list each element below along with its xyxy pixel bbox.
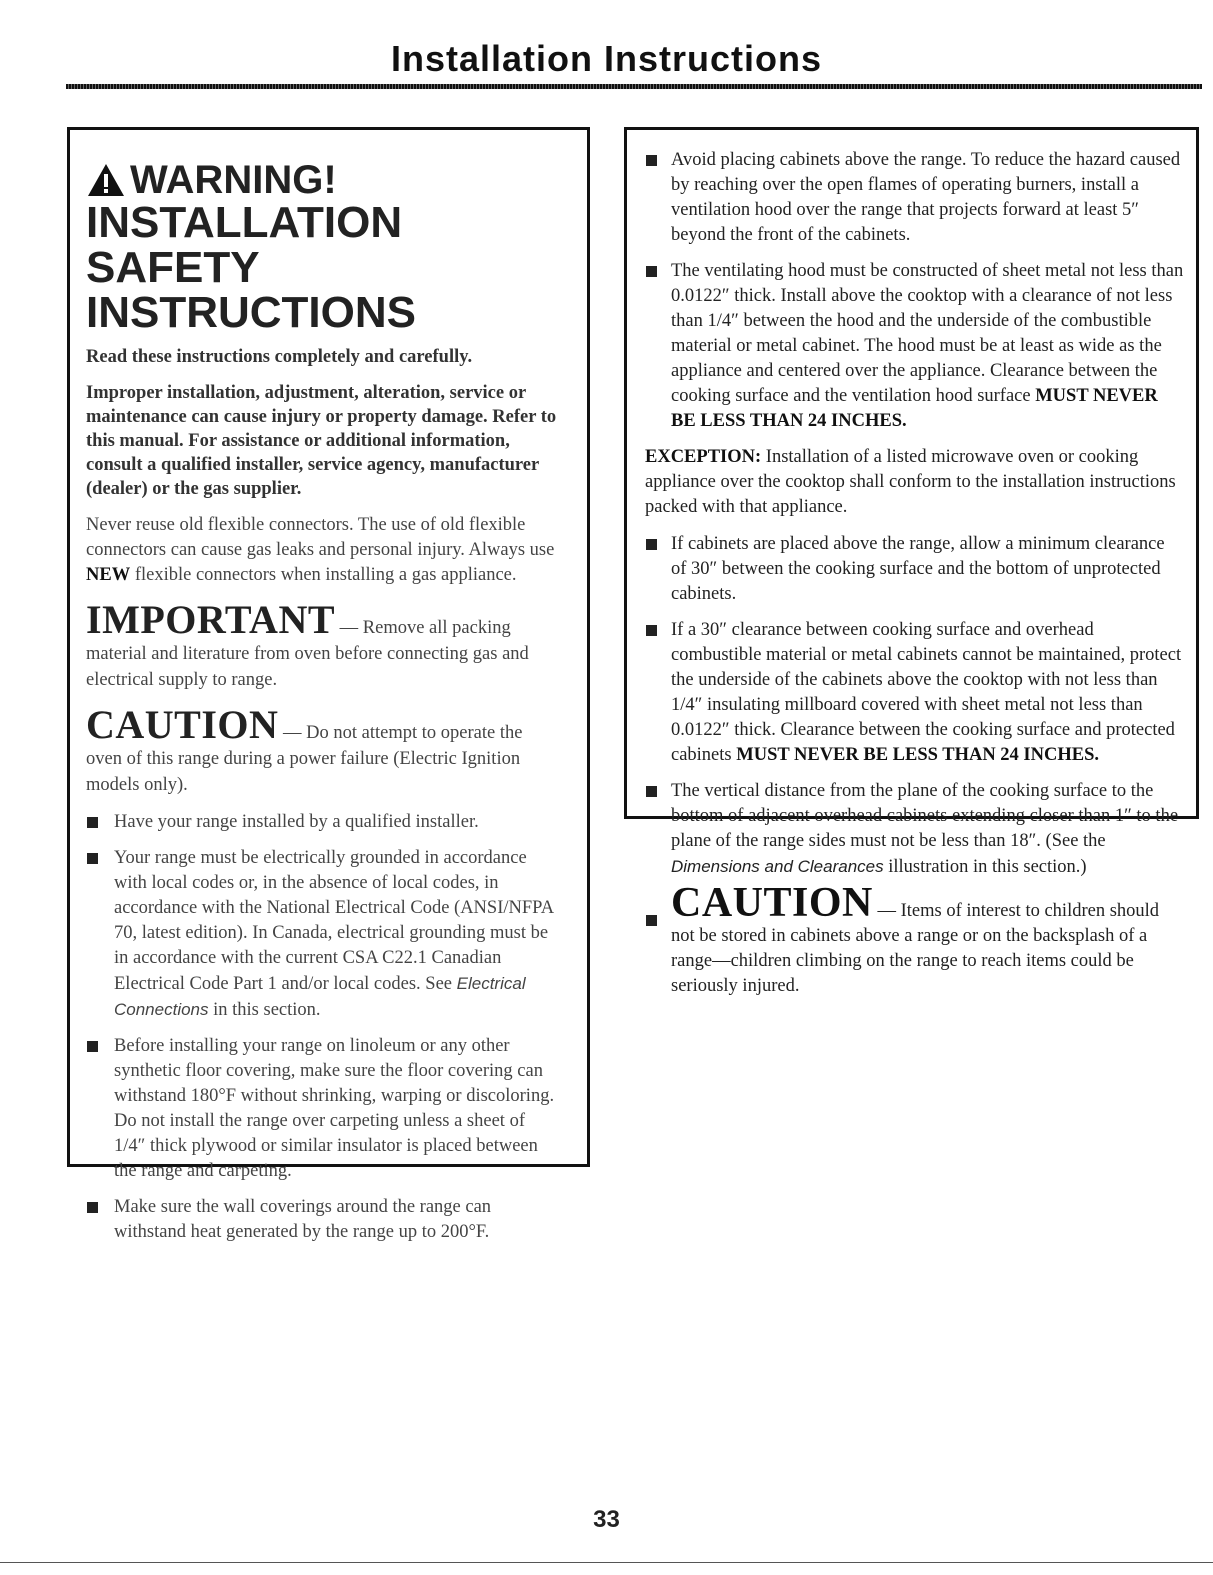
important-notice: IMPORTANT — Remove all packing material and literature from oven before connecting gas and electrical supply to range. [86,597,529,691]
right-bullet-list-2 [645,532,1184,880]
page-title: Installation Instructions [390,38,823,79]
exception-note: EXCEPTION: Installation of a listed microwave oven or cooking appliance over the cooktop shall conform to the installation instructions packed with that appliance. [645,447,1176,517]
bullet-square-icon [646,625,657,636]
bullet-square-icon [646,915,657,926]
list-item: Your range must be electrically grounded in accordance with local codes or, in the absence of local codes, in accordance with the National Electrical Code (ANSI/NFPA 70, latest edition). In Canada, electrical grounding must be in accordance with the current CSA C22.1 Canadian Electrical Code Part 1 and/or local codes. See Electrical Connections in this section. [86,846,559,1023]
right-bullet-list [645,148,1184,434]
list-item: Have your range installed by a qualified installer. [86,810,559,835]
important-label: IMPORTANT [86,597,336,643]
warning-heading [86,160,559,335]
header-rule [66,84,1202,89]
list-item: Make sure the wall coverings around the range can withstand heat generated by the range up to 200°F. [86,1195,559,1245]
warning-title: WARNING! [130,158,337,202]
bullet-square-icon [646,539,657,550]
list-item: Before installing your range on linoleum or any other synthetic floor covering, make sure the floor covering can withstand 180°F without shrinking, warping or discoloring. Do not install the range over carpeting unless a sheet of 1/4″ thick plywood or similar insulator is placed between the range and carpeting. [86,1034,559,1184]
warning-triangle-icon [86,162,126,198]
bullet-square-icon [646,266,657,277]
left-bullet-list [86,810,559,1245]
bullet-square-icon [646,786,657,797]
never-reuse-connectors: Never reuse old flexible connectors. The use of old flexible connectors can cause gas leaks and personal injury. Always use NEW flexible connectors when installing a gas appliance. [86,515,555,586]
list-item: The ventilating hood must be constructed of sheet metal not less than 0.0122″ thick. Install above the cooktop with a clearance of not less than 1/4″ between the hood and the underside of the combustible material or metal cabinet. The hood must be at least as wide as the appliance and centered over the appliance. Clearance between the cooking surface and the ventilation hood surface MUST NEVER BE LESS THAN 24 INCHES. [645,259,1184,434]
caution-label: CAUTION [671,880,873,926]
bullet-square-icon [87,853,98,864]
read-instructions: Read these instructions completely and carefully. [86,347,473,368]
safety-title-line2: INSTRUCTIONS [86,287,416,337]
children-caution: CAUTION — Items of interest to children should not be stored in cabinets above a range or on the backsplash of a range—children climbing on the range to reach items could be seriously injured. [645,891,1184,999]
caution-label: CAUTION [86,702,279,748]
bullet-square-icon [646,155,657,166]
list-item: If cabinets are placed above the range, allow a minimum clearance of 30″ between the cooking surface and the bottom of unprotected cabinets. [645,532,1184,607]
list-item: Avoid placing cabinets above the range. To reduce the hazard caused by reaching over the open flames of operating burners, install a ventilation hood over the range that projects forward at least 5″ beyond the front of the cabinets. [645,148,1184,248]
list-item: The vertical distance from the plane of the cooking surface to the bottom of adjacent overhead cabinets extending closer than 1″ to the plane of the range sides must not be less than 18″. (See the Dimensions and Clearances illustration in this section.) [645,779,1184,880]
footer-rule [0,1562,1213,1563]
bullet-square-icon [87,1202,98,1213]
bullet-square-icon [87,1041,98,1052]
improper-installation-notice: Improper installation, adjustment, alteration, service or maintenance can cause injury or property damage. Refer to this manual. For assistance or additional information, consult a qualified installer, service agency, manufacturer (dealer) or the gas supplier. [86,383,557,500]
safety-title-line1: INSTALLATION SAFETY [86,197,403,292]
bullet-square-icon [87,817,98,828]
list-item: If a 30″ clearance between cooking surface and overhead combustible material or metal cabinets cannot be maintained, protect the underside of the cabinets above the cooktop with not less than 1/4″ insulating millboard covered with sheet metal not less than 0.0122″ thick. Clearance between the cooking surface and protected cabinets MUST NEVER BE LESS THAN 24 INCHES. [645,618,1184,768]
clearance-box [624,127,1199,996]
page-number: 33 [593,1506,620,1533]
caution-notice: CAUTION — Do not attempt to operate the oven of this range during a power failure (Electric Ignition models only). [86,702,523,796]
warning-box [67,127,590,1243]
